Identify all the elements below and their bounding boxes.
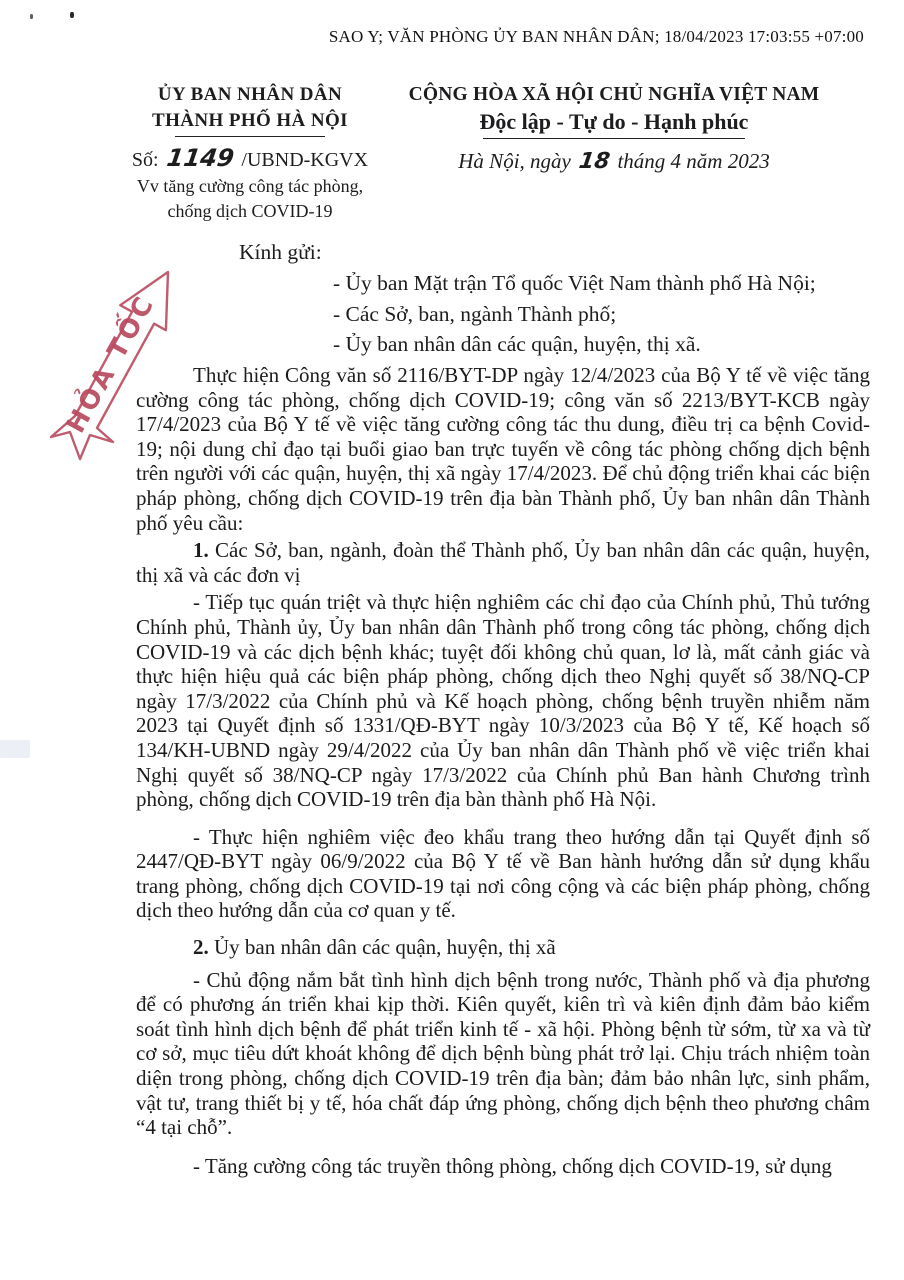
recipient-line: - Ủy ban nhân dân các quận, huyện, thị xã. xyxy=(333,332,701,356)
subject-line1: Vv tăng cường công tác phòng, xyxy=(136,176,364,196)
issuer-name-line2: THÀNH PHỐ HÀ NỘI xyxy=(152,110,348,131)
scan-smudge xyxy=(0,740,30,758)
dateline-day-handwritten: 18 xyxy=(577,149,612,174)
body-paragraph: Thực hiện Công văn số 2116/BYT-DP ngày 12/4/2023 của Bộ Y tế về việc tăng cường công tác phòng, chống dịch COVID-19; công văn số 2213/BYT-KCB ngày 17/4/2023 của Bộ Y tế về việc tăng cường công tác thu dung, điều trị ca bệnh Covid-19; nội dung chỉ đạo tại buổi giao ban trực tuyến về công tác phòng chống dịch bệnh trên người với các quận, huyện, thị xã ngày 17/4/2023. Để chủ động triển khai các biện pháp phòng, chống dịch COVID-19 trên địa bàn Thành phố, Ủy ban nhân dân Thành phố yêu cầu: xyxy=(136,363,870,535)
document-number-line xyxy=(100,146,400,172)
recipients-list xyxy=(333,268,816,360)
document-number-suffix: /UBND-KGVX xyxy=(241,149,369,171)
scan-speck xyxy=(30,14,33,19)
certification-line: SAO Y; VĂN PHÒNG ỦY BAN NHÂN DÂN; 18/04/2023 17:03:55 +07:00 xyxy=(328,27,864,46)
place-date-line xyxy=(398,149,830,174)
section-number: 1. xyxy=(193,538,216,563)
section-heading: 1. Các Sở, ban, ngành, đoàn thể Thành phố, Ủy ban nhân dân các quận, huyện, thị xã và các đơn vị xyxy=(136,538,870,587)
recipient-line: - Ủy ban Mặt trận Tổ quốc Việt Nam thành phố Hà Nội; xyxy=(333,271,816,295)
document-number-prefix: Số: xyxy=(131,149,159,171)
scan-speck xyxy=(70,12,74,18)
issuer-underline xyxy=(175,136,325,137)
document-body xyxy=(136,363,870,1178)
national-block xyxy=(398,84,830,174)
body-paragraph: - Chủ động nắm bắt tình hình dịch bệnh trong nước, Thành phố và địa phương để có phương án triển khai kịp thời. Kiên quyết, kiên trì và kiên định đảm bảo kiểm soát tình hình dịch bệnh để phát triển kinh tế - xã hội. Phòng bệnh từ sớm, từ xa và từ cơ sở, mục tiêu dứt khoát không để dịch bệnh bùng phát trở lại. Chịu trách nhiệm toàn diện trong phòng, chống dịch COVID-19 trên địa bàn; đảm bảo nhân lực, sinh phẩm, vật tư, trang thiết bị y tế, hóa chất đáp ứng phòng, chống dịch bệnh theo phương châm “4 tại chỗ”. xyxy=(136,967,870,1140)
national-name: CỘNG HÒA XÃ HỘI CHỦ NGHĨA VIỆT NAM xyxy=(408,84,820,105)
section-heading: 2. Ủy ban nhân dân các quận, huyện, thị xã xyxy=(193,935,556,960)
recipient-line: - Các Sở, ban, ngành Thành phố; xyxy=(333,301,617,326)
body-paragraph: - Thực hiện nghiêm việc đeo khẩu trang theo hướng dẫn tại Quyết định số 2447/QĐ-BYT ngày 06/9/2022 của Bộ Y tế về Ban hành hướng dẫn sử dụng khẩu trang phòng, chống dịch COVID-19 tại nơi công cộng và các biện pháp phòng, chống dịch theo hướng dẫn của cơ quan y tế. xyxy=(136,824,870,923)
issuer-block xyxy=(100,84,400,222)
body-paragraph: - Tăng cường công tác truyền thông phòng, chống dịch COVID-19, sử dụng xyxy=(193,1153,832,1178)
subject-line2: chống dịch COVID-19 xyxy=(167,201,333,221)
urgency-stamp-label: HỎA TỐC xyxy=(60,289,162,439)
dateline-prefix: Hà Nội, ngày xyxy=(458,149,571,173)
document-number-handwritten: 1149 xyxy=(164,144,236,172)
section-number: 2. xyxy=(193,935,214,960)
motto-underline xyxy=(483,138,745,139)
issuer-name-line1: ỦY BAN NHÂN DÂN xyxy=(157,84,343,105)
dateline-suffix: tháng 4 năm 2023 xyxy=(617,149,770,173)
salutation-label: Kính gửi: xyxy=(239,240,322,264)
national-motto: Độc lập - Tự do - Hạnh phúc xyxy=(479,109,749,134)
body-paragraph: - Tiếp tục quán triệt và thực hiện nghiêm các chỉ đạo của Chính phủ, Thủ tướng Chính phủ, Thành ủy, Ủy ban nhân dân Thành phố trong công tác phòng, chống dịch COVID-19 và các dịch bệnh khác; tuyệt đối không chủ quan, lơ là, mất cảnh giác và thực hiện hiệu quả các biện pháp phòng, chống dịch theo Nghị quyết số 38/NQ-CP ngày 17/3/2022 của Chính phủ và Kế hoạch phòng, chống bệnh truyền nhiễm năm 2023 tại Quyết định số 1331/QĐ-BYT ngày 10/3/2023 của Bộ Y tế, Kế hoạch số 134/KH-UBND ngày 29/4/2022 của Ủy ban nhân dân Thành phố về việc triển khai Nghị quyết số 38/NQ-CP ngày 17/3/2022 của Chính phủ Ban hành Chương trình phòng, chống dịch COVID-19 trên địa bàn thành phố Hà Nội. xyxy=(136,590,870,812)
